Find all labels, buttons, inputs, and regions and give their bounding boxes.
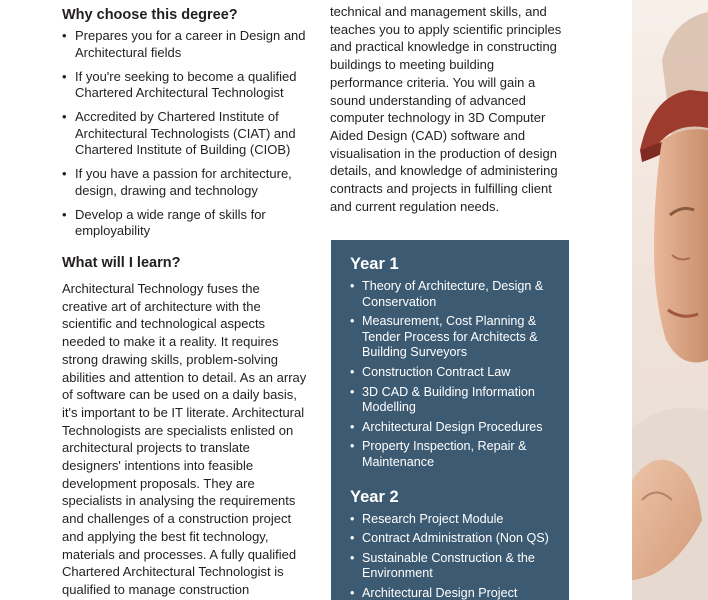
student-photo: [632, 0, 708, 600]
module-item: • Theory of Architecture, Design & Conservation: [350, 279, 559, 310]
list-item: • If you have a passion for architecture, design, drawing and technology: [62, 166, 312, 199]
module-item: • Sustainable Construction & the Environment: [350, 551, 559, 582]
list-item: • Prepares you for a career in Design and Architectural fields: [62, 28, 312, 61]
modules-box: [331, 240, 569, 600]
module-item: • Construction Contract Law: [350, 365, 559, 381]
learn-heading: What will I learn?: [62, 255, 181, 271]
module-item: • Research Project Module: [350, 512, 559, 528]
module-item: • Measurement, Cost Planning & Tender Process for Architects & Building Surveyors: [350, 314, 559, 361]
list-item: • Accredited by Chartered Institute of Architectural Technologists (CIAT) and Chartered Institute of Building (CIOB): [62, 109, 312, 159]
module-item: • Contract Administration (Non QS): [350, 531, 559, 547]
continued-paragraph: technical and management skills, and teaches you to apply scientific principles and practical knowledge in constructing buildings to meeting building performance criteria. You will gain a sound understanding of advanced computer technology in 3D Computer Aided Design (CAD) software and visualisation in the production of design details, and knowledge of administering contracts and projects in fulfilling client and current regulation needs.: [330, 4, 562, 214]
why-list: [62, 28, 312, 247]
module-item: • 3D CAD & Building Information Modelling: [350, 385, 559, 416]
why-heading: Why choose this degree?: [62, 7, 238, 23]
learn-paragraph: Architectural Technology fuses the creative art of architecture with the scientific and technological aspects needed to make it a reality. It requires strong drawing skills, problem-solving abilities and attention to detail. As an array of software can be used on a daily basis, it's important to be IT literate. Architectural Technologists are specialists enlisted on architectural projects to translate designers' intentions into feasible development proposals. They are specialists in analysing the requirements and challenges of a construction project and applying the best fit technology, materials and processes. A fully qualified Chartered Architectural Technologist is qualified to manage construction: [62, 281, 307, 597]
module-item: • Architectural Design Procedures: [350, 420, 559, 436]
list-item: • Develop a wide range of skills for employability: [62, 207, 312, 240]
year-2-title: Year 2: [350, 487, 399, 506]
module-item: • Architectural Design Project: [350, 586, 559, 600]
year-2-modules: [350, 512, 559, 600]
year-1-title: Year 1: [350, 255, 399, 273]
student-photo-illustration: [632, 0, 708, 600]
year-1-modules: [350, 279, 559, 471]
list-item: • If you're seeking to become a qualified Chartered Architectural Technologist: [62, 69, 312, 102]
module-item: • Property Inspection, Repair & Maintenance: [350, 439, 559, 470]
